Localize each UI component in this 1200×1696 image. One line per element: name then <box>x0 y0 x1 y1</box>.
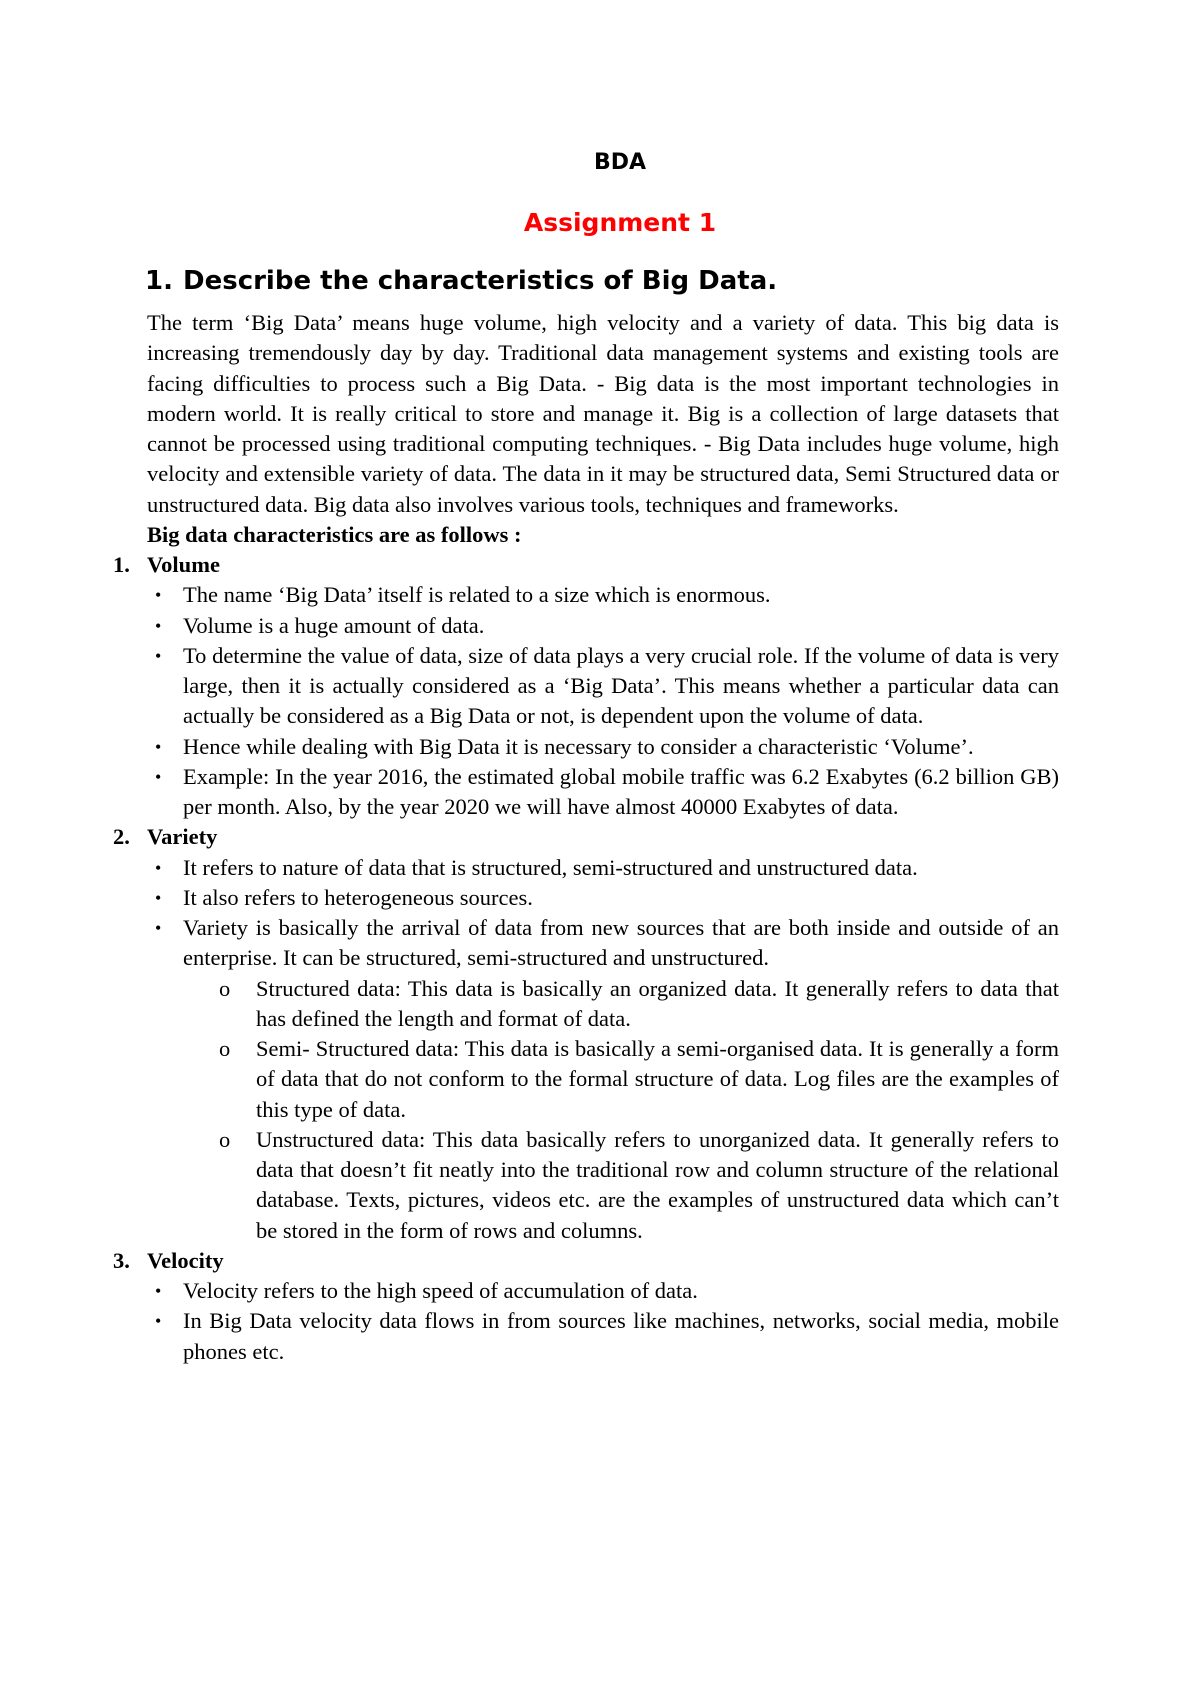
intro-paragraph: The term ‘Big Data’ means huge volume, high velocity and a variety of data. This big data is increasing tremendously day by day. Traditional data management systems and existing tools are facing difficulties to process such a Big Data. - Big data is the most important technologies in modern world. It is really critical to store and manage it. Big is a collection of large datasets that cannot be processed using traditional computing techniques. - Big Data includes huge volume, high velocity and extensible variety of data. The data in it may be structured data, Semi Structured data or unstructured data. Big data also involves various tools, techniques and frameworks. <box>147 310 1059 517</box>
section-velocity <box>0 1246 1200 1367</box>
section-number: 3. <box>113 1247 130 1273</box>
list-item <box>155 913 1059 974</box>
sub-list-item-text: Structured data: This data is basically an organized data. It generally refers to data that has defined the length and format of data. <box>256 975 1059 1031</box>
section-heading <box>113 822 1200 852</box>
bullet-icon: • <box>155 1281 162 1301</box>
list-item-text: It refers to nature of data that is structured, semi-structured and unstructured data. <box>183 854 918 880</box>
section-volume <box>0 550 1200 822</box>
sub-bullet-icon: o <box>219 1036 231 1061</box>
sub-bullet-icon: o <box>219 975 231 1001</box>
section-title: Velocity <box>147 1247 224 1273</box>
bullet-icon: • <box>155 857 162 878</box>
list-item <box>155 883 1059 913</box>
sub-bullet-list <box>0 974 1200 1246</box>
list-item <box>155 1306 1059 1367</box>
list-item-text: The name ‘Big Data’ itself is related to a size which is enormous. <box>183 582 771 608</box>
sub-list-item <box>219 1125 1059 1246</box>
list-item <box>155 1276 1059 1306</box>
question-number: 1. <box>145 266 173 296</box>
list-item-text: In Big Data velocity data flows in from sources like machines, networks, social media, mobile phones etc. <box>183 1308 1059 1364</box>
bullet-list <box>0 1276 1200 1367</box>
bullet-icon: • <box>155 887 162 908</box>
sub-list-item-text: Unstructured data: This data basically refers to unorganized data. It generally refers to data that doesn’t fit neatly into the traditional row and column structure of the relational database. Texts, pictures, videos etc. are the examples of unstructured data which can’t be stored in the form of rows and columns. <box>256 1126 1059 1243</box>
question-text: Describe the characteristics of Big Data. <box>183 266 778 296</box>
question-heading <box>145 266 777 296</box>
list-item-text: Volume is a huge amount of data. <box>183 612 485 638</box>
bullet-icon: • <box>155 736 162 757</box>
list-item <box>155 762 1059 823</box>
section-number: 1. <box>113 552 130 577</box>
list-item <box>155 611 1059 641</box>
list-item-text: To determine the value of data, size of data plays a very crucial role. If the volume of data is very large, then it is actually considered as a ‘Big Data’. This means whether a particular data can actually be considered as a Big Data or not, is dependent upon the volume of data. <box>183 642 1059 729</box>
list-item-text: Hence while dealing with Big Data it is necessary to consider a characteristic ‘Volume’. <box>183 733 974 759</box>
list-item-text: Variety is basically the arrival of data from new sources that are both inside and outside of an enterprise. It can be structured, semi-structured and unstructured. <box>183 915 1059 971</box>
characteristics-title: Big data characteristics are as follows : <box>147 521 522 547</box>
sub-list-item <box>219 1034 1059 1125</box>
section-heading <box>113 1246 1200 1276</box>
list-item-text: It also refers to heterogeneous sources. <box>183 884 533 910</box>
list-item <box>155 641 1059 732</box>
section-title: Volume <box>147 552 220 577</box>
sub-bullet-icon: o <box>219 1126 231 1152</box>
list-item <box>155 732 1059 762</box>
bullet-icon: • <box>155 585 162 606</box>
list-item <box>155 580 1059 610</box>
list-item-text: Example: In the year 2016, the estimated global mobile traffic was 6.2 Exabytes (6.2 billion GB) per month. Also, by the year 2020 we will have almost 40000 Exabytes of data. <box>183 763 1059 819</box>
section-title: Variety <box>147 824 218 850</box>
bullet-list <box>0 580 1200 822</box>
list-item-text: Velocity refers to the high speed of accumulation of data. <box>183 1278 698 1303</box>
sub-list-item-text: Semi- Structured data: This data is basically a semi-organised data. It is generally a form of data that do not conform to the formal structure of data. Log files are the examples of this type of data. <box>256 1036 1059 1122</box>
bullet-icon: • <box>155 766 162 787</box>
assignment-subtitle: Assignment 1 <box>523 208 717 237</box>
section-variety <box>0 822 1200 1246</box>
bullet-icon: • <box>155 615 162 636</box>
bullet-list <box>0 853 1200 974</box>
document-body <box>0 308 1200 1367</box>
sub-list-item <box>219 974 1059 1035</box>
section-number: 2. <box>113 824 130 850</box>
list-item <box>155 853 1059 883</box>
bullet-icon: • <box>155 1311 162 1332</box>
document-title: BDA <box>593 150 647 175</box>
section-heading <box>113 550 1200 580</box>
bullet-icon: • <box>155 645 162 666</box>
bullet-icon: • <box>155 918 162 938</box>
